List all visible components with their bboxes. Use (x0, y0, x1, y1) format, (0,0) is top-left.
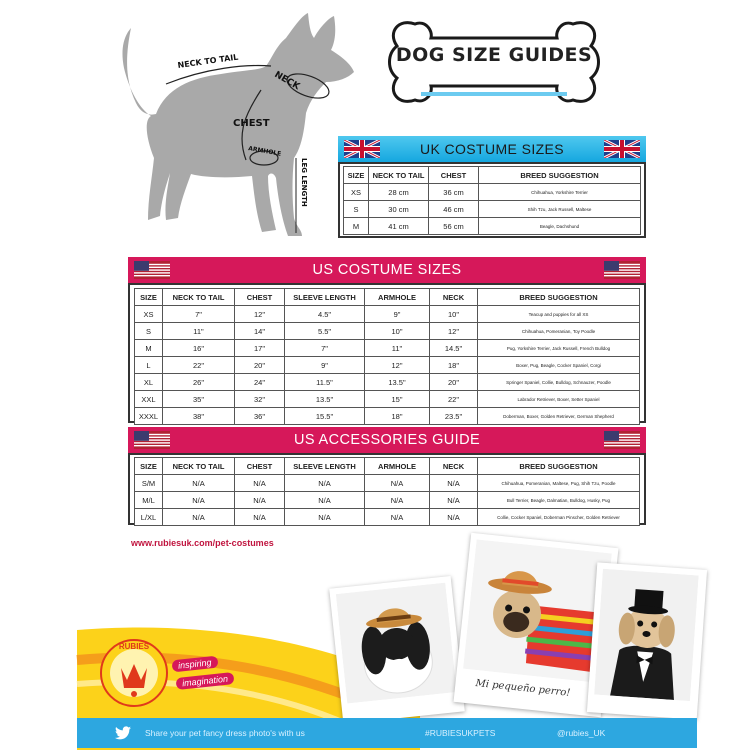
uk-flag-icon (604, 140, 640, 158)
table-cell: N/A (365, 492, 430, 509)
table-cell: S (135, 323, 163, 340)
breed-suggestion-cell: Teacup and puppies for all XS (478, 306, 640, 323)
table-cell: N/A (235, 475, 285, 492)
table-cell: 14.5" (430, 340, 478, 357)
breed-suggestion-cell: Chihuahua, Pomeranian, Toy Poodle (478, 323, 640, 340)
table-cell: 11" (365, 340, 430, 357)
table-cell: 15.5" (285, 408, 365, 425)
table-cell: 12" (235, 306, 285, 323)
table-cell: 32" (235, 391, 285, 408)
table-cell: 18" (430, 357, 478, 374)
table-cell: 5.5" (285, 323, 365, 340)
twitter-bird-icon (115, 726, 131, 740)
table-cell: 11" (163, 323, 235, 340)
table-cell: 17" (235, 340, 285, 357)
uk-table-title: UK COSTUME SIZES (419, 141, 565, 157)
header-cell: NECK TO TAIL (163, 289, 235, 306)
header-cell: SIZE (135, 458, 163, 475)
header-cell: CHEST (235, 458, 285, 475)
table-cell: M/L (135, 492, 163, 509)
header-cell: NECK (430, 458, 478, 475)
table-row (135, 475, 640, 492)
table-cell: N/A (365, 509, 430, 526)
table-cell: N/A (163, 509, 235, 526)
table-cell: 41 cm (369, 218, 429, 235)
footer-hashtag[interactable]: #RUBIESUKPETS (425, 728, 496, 738)
table-row (135, 357, 640, 374)
accessories-table-banner (128, 427, 646, 453)
breed-suggestion-cell: Doberman, Boxer, Golden Retriever, German Shepherd (478, 408, 640, 425)
us-table-banner (128, 257, 646, 283)
photo-tuxedo-dog (587, 562, 707, 719)
header-cell: NECK (430, 289, 478, 306)
chest-label: CHEST (233, 118, 270, 129)
us-table-title: US COSTUME SIZES (312, 262, 462, 278)
table-cell: 10" (365, 323, 430, 340)
leg-length-label: LEG LENGTH (300, 158, 308, 207)
header-cell: ARMHOLE (365, 289, 430, 306)
header-cell: BREED SUGGESTION (478, 458, 640, 475)
photo-cowboy-dog (329, 576, 465, 724)
table-cell: 7" (285, 340, 365, 357)
breed-suggestion-cell: Shih Tzu, Jack Russell, Maltese (479, 201, 641, 218)
table-cell: N/A (285, 475, 365, 492)
table-row (135, 408, 640, 425)
table-cell: 11.5" (285, 374, 365, 391)
table-cell: XXXL (135, 408, 163, 425)
table-cell: S/M (135, 475, 163, 492)
table-cell: N/A (365, 475, 430, 492)
table-cell: L (135, 357, 163, 374)
page-title: DOG SIZE GUIDES (395, 44, 593, 66)
table-cell: 28 cm (369, 184, 429, 201)
table-cell: N/A (430, 509, 478, 526)
table-cell: N/A (285, 509, 365, 526)
header-cell: CHEST (429, 167, 479, 184)
header-cell: BREED SUGGESTION (478, 289, 640, 306)
table-cell: 26" (163, 374, 235, 391)
table-cell: N/A (430, 475, 478, 492)
neck-label: NECK (272, 69, 302, 93)
table-cell: 38" (163, 408, 235, 425)
table-cell: XS (344, 184, 369, 201)
table-cell: S (344, 201, 369, 218)
accessories-size-table (134, 457, 640, 526)
table-cell: M (344, 218, 369, 235)
rubies-logo (99, 638, 169, 708)
table-cell: 9" (285, 357, 365, 374)
table-cell: N/A (163, 475, 235, 492)
table-cell: 23.5" (430, 408, 478, 425)
table-row (135, 340, 640, 357)
breed-suggestion-cell: Chihuahua, Pomeranian, Maltese, Pug, Shih Tzu, Poodle (478, 475, 640, 492)
header-cell: SIZE (135, 289, 163, 306)
table-row (344, 218, 641, 235)
table-cell: N/A (235, 492, 285, 509)
uk-size-table (343, 166, 641, 235)
table-cell: 46 cm (429, 201, 479, 218)
table-cell: 18" (365, 408, 430, 425)
table-cell: 12" (365, 357, 430, 374)
table-cell: XS (135, 306, 163, 323)
dog-measurement-diagram (96, 8, 366, 248)
breed-suggestion-cell: Chihuahua, Yorkshire Terrier (479, 184, 641, 201)
table-cell: 12" (430, 323, 478, 340)
breed-suggestion-cell: Springer Spaniel, Collie, Bulldog, Schnauzer, Poodle (478, 374, 640, 391)
header-cell: SLEEVE LENGTH (285, 458, 365, 475)
us-flag-icon (604, 431, 640, 449)
header-cell: SIZE (344, 167, 369, 184)
table-cell: L/XL (135, 509, 163, 526)
breed-suggestion-cell: Bull Terrier, Beagle, Dalmatian, Bulldog, Husky, Pug (478, 492, 640, 509)
uk-flag-icon (344, 140, 380, 158)
table-row (135, 323, 640, 340)
us-flag-icon (604, 261, 640, 279)
table-cell: 36" (235, 408, 285, 425)
table-cell: 13.5" (365, 374, 430, 391)
table-cell: 56 cm (429, 218, 479, 235)
breed-suggestion-cell: Beagle, Dachshund (479, 218, 641, 235)
table-cell: 20" (235, 357, 285, 374)
breed-suggestion-cell: Labrador Retriever, Boxer, Setter Spaniel (478, 391, 640, 408)
breed-suggestion-cell: Collie, Cocker Spaniel, Doberman Pinscher, Golden Retriever (478, 509, 640, 526)
table-cell: 30 cm (369, 201, 429, 218)
photo-caption: Mi pequeño perro! (474, 678, 571, 699)
table-cell: XXL (135, 391, 163, 408)
header-cell: ARMHOLE (365, 458, 430, 475)
table-cell: 22" (430, 391, 478, 408)
tagline-imagination: imagination (176, 672, 235, 690)
table-row (135, 492, 640, 509)
uk-table-banner (338, 136, 646, 162)
table-cell: 20" (430, 374, 478, 391)
table-cell: N/A (430, 492, 478, 509)
table-row (344, 201, 641, 218)
us-flag-icon (134, 431, 170, 449)
us-size-table (134, 288, 640, 425)
breed-suggestion-cell: Pug, Yorkshire Terrier, Jack Russell, French Bulldog (478, 340, 640, 357)
table-cell: N/A (285, 492, 365, 509)
table-cell: 22" (163, 357, 235, 374)
table-cell: 13.5" (285, 391, 365, 408)
breed-suggestion-cell: Boxer, Pug, Beagle, Cocker Spaniel, Corgi (478, 357, 640, 374)
table-row (135, 391, 640, 408)
footer-share-text: Share your pet fancy dress photo's with us (145, 728, 305, 738)
table-cell: 16" (163, 340, 235, 357)
table-cell: 4.5" (285, 306, 365, 323)
header-cell: NECK TO TAIL (369, 167, 429, 184)
tagline-inspiring: inspiring (171, 656, 218, 673)
table-cell: 24" (235, 374, 285, 391)
header-cell: SLEEVE LENGTH (285, 289, 365, 306)
accessories-table-title: US ACCESSORIES GUIDE (293, 432, 481, 448)
footer-handle[interactable]: @rubies_UK (557, 728, 606, 738)
table-row (344, 184, 641, 201)
table-cell: 35" (163, 391, 235, 408)
website-link[interactable]: www.rubiesuk.com/pet-costumes (131, 538, 274, 548)
table-cell: 14" (235, 323, 285, 340)
us-flag-icon (134, 261, 170, 279)
header-cell: CHEST (235, 289, 285, 306)
table-cell: 15" (365, 391, 430, 408)
armhole-label: ARMHOLE (247, 145, 282, 158)
neck-to-tail-label: NECK TO TAIL (177, 52, 239, 70)
header-cell: NECK TO TAIL (163, 458, 235, 475)
table-cell: N/A (163, 492, 235, 509)
table-cell: 36 cm (429, 184, 479, 201)
table-row (135, 509, 640, 526)
header-cell: BREED SUGGESTION (479, 167, 641, 184)
footer-bar (77, 718, 697, 748)
table-cell: 7" (163, 306, 235, 323)
table-cell: 10" (430, 306, 478, 323)
table-row (135, 306, 640, 323)
table-cell: XL (135, 374, 163, 391)
logo-text: RUBIES (118, 642, 150, 651)
table-row (135, 374, 640, 391)
table-cell: N/A (235, 509, 285, 526)
table-cell: M (135, 340, 163, 357)
table-cell: 9" (365, 306, 430, 323)
